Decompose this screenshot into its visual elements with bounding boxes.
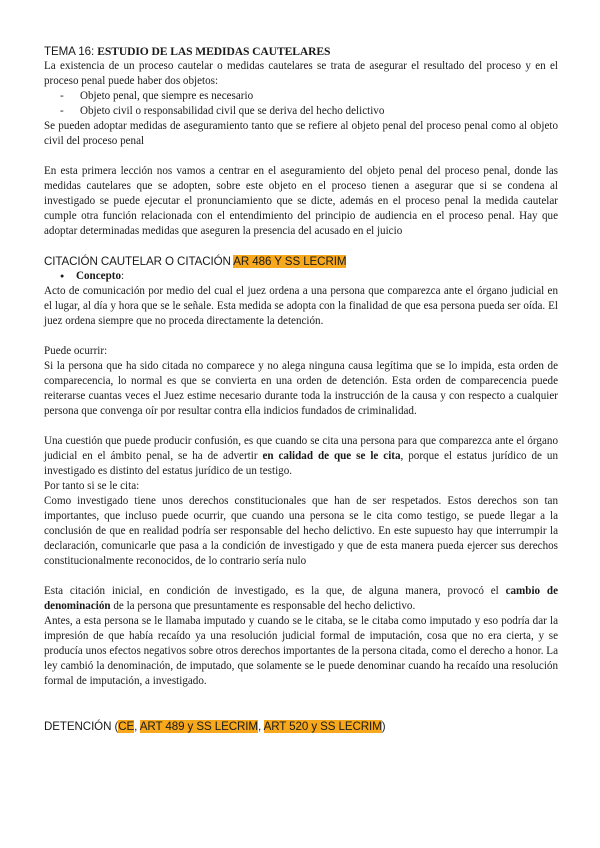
detencion-ref-520: ART 520 y SS LECRIM xyxy=(263,720,382,733)
por-tanto-label: Por tanto si se le cita: xyxy=(44,480,140,492)
document-body xyxy=(44,44,558,734)
cambio-emphasis: cambio de denominación xyxy=(44,585,558,612)
title-text: ESTUDIO DE LAS MEDIDAS CAUTELARES xyxy=(97,45,331,58)
list-item: - Objeto penal, que siempre es necesario xyxy=(60,89,558,104)
intro-paragraph-2: Se pueden adoptar medidas de aseguramiento tanto que se refiere al objeto penal del proceso penal como al objeto civil del proceso penal xyxy=(44,120,558,147)
intro-paragraph-3: En esta primera lección nos vamos a centrar en el aseguramiento del objeto penal del proceso penal, donde las medidas cautelares que se adopten, sobre este objeto en el proceso tienen a asegurar que si se condena al investigado se puede ejecutar el pronunciamiento que se dicte, además en el proceso penal la medida cautelar cumple otra función relacionada con el entendimiento del principio de audiencia en el proceso penal. Hay que adoptar determinadas medidas que aseguren la presencia del acusado en el juicio xyxy=(44,165,558,237)
concepto-colon: : xyxy=(121,270,125,282)
intro-paragraph-1: La existencia de un proceso cautelar o medidas cautelares se trata de asegurar el resultado del proceso y en el proceso penal puede haber dos objetos: xyxy=(44,60,558,87)
citacion-heading xyxy=(44,254,558,269)
puede-ocurrir-label: Puede ocurrir: xyxy=(44,345,108,357)
citacion-paragraph-3: Una cuestión que puede producir confusión, es que cuando se cita una persona para que comparezca ante el órgano judicial en el ámbito penal, se ha de advertir en calidad de que se le cita, porque el estatus jurídico de un investigado es distinto del estatus jurídico de un testigo. xyxy=(44,435,558,477)
document-title xyxy=(44,44,558,59)
detencion-ref-ce: CE xyxy=(118,720,135,733)
objects-list xyxy=(44,89,558,119)
citacion-paragraph-4: Como investigado tiene unos derechos constitucionales que han de ser respetados. Estos derechos son tan importantes, que incluso puede ocurrir, que cuando una persona se le cita como testigo, se puede llegar a la conclusión de que en realidad podría ser responsable del hecho delictivo. En este supuesto hay que interrumpir la declaración, comunicarle que pasa a la condición de investigado y que de esta manera pueda ejercer sus derechos constitucionalmente reconocidos, de lo contrario sería nulo xyxy=(44,495,558,567)
citacion-paragraph-5: Esta citación inicial, en condición de investigado, es la que, de alguna manera, provocó el cambio de denominación de la persona que presuntamente es responsable del hecho delictivo. xyxy=(44,585,558,612)
list-item: - Objeto civil o responsabilidad civil que se deriva del hecho delictivo xyxy=(60,104,558,119)
citacion-heading-text: CITACIÓN CAUTELAR O CITACIÓN xyxy=(44,255,234,268)
concepto-list xyxy=(44,269,558,284)
title-prefix: TEMA 16: xyxy=(44,45,98,58)
citacion-paragraph-2: Si la persona que ha sido citada no comparece y no alega ninguna causa legítima que se lo impida, esta orden de comparecencia, lo normal es que se convierta en una orden de detención. Esta orden de comparecencia puede reiterarse cuantas veces el Juez estime necesario durante toda la instrucción de la causa y con respecto a cualquier persona que convenga oír por resultar contra ella indicios fundados de criminalidad. xyxy=(44,360,558,417)
citacion-paragraph-1: Acto de comunicación por medio del cual el juez ordena a una persona que comparezca ante el órgano judicial en el lugar, al día y hora que se le señale. Esta medida se adopta con la finalidad de que esa persona pueda ser oída. El juez ordena siempre que no proceda directamente la detención. xyxy=(44,285,558,327)
detencion-heading: DETENCIÓN (CE, ART 489 y SS LECRIM, ART 520 y SS LECRIM) xyxy=(44,720,386,733)
citacion-paragraph-6: Antes, a esta persona se le llamaba imputado y cuando se le citaba, se le citaba como imputado y eso podría dar la impresión de que había recaído ya una resolución judicial formal de imputación, cosa que no era cierta, y se producía unos efectos negativos sobre otros derechos importantes de la persona citada, como el derecho a honor. La ley cambió la denominación, de imputado, que solamente se le puede denominar cuando ha recaído una resolución formal de imputación, a investigado. xyxy=(44,615,558,687)
list-item xyxy=(58,269,558,284)
citacion-heading-ref: AR 486 Y SS LECRIM xyxy=(233,255,347,268)
concepto-label: Concepto xyxy=(76,270,121,282)
calidad-emphasis: en calidad de que se le cita xyxy=(262,450,401,462)
detencion-ref-489: ART 489 y SS LECRIM xyxy=(139,720,258,733)
